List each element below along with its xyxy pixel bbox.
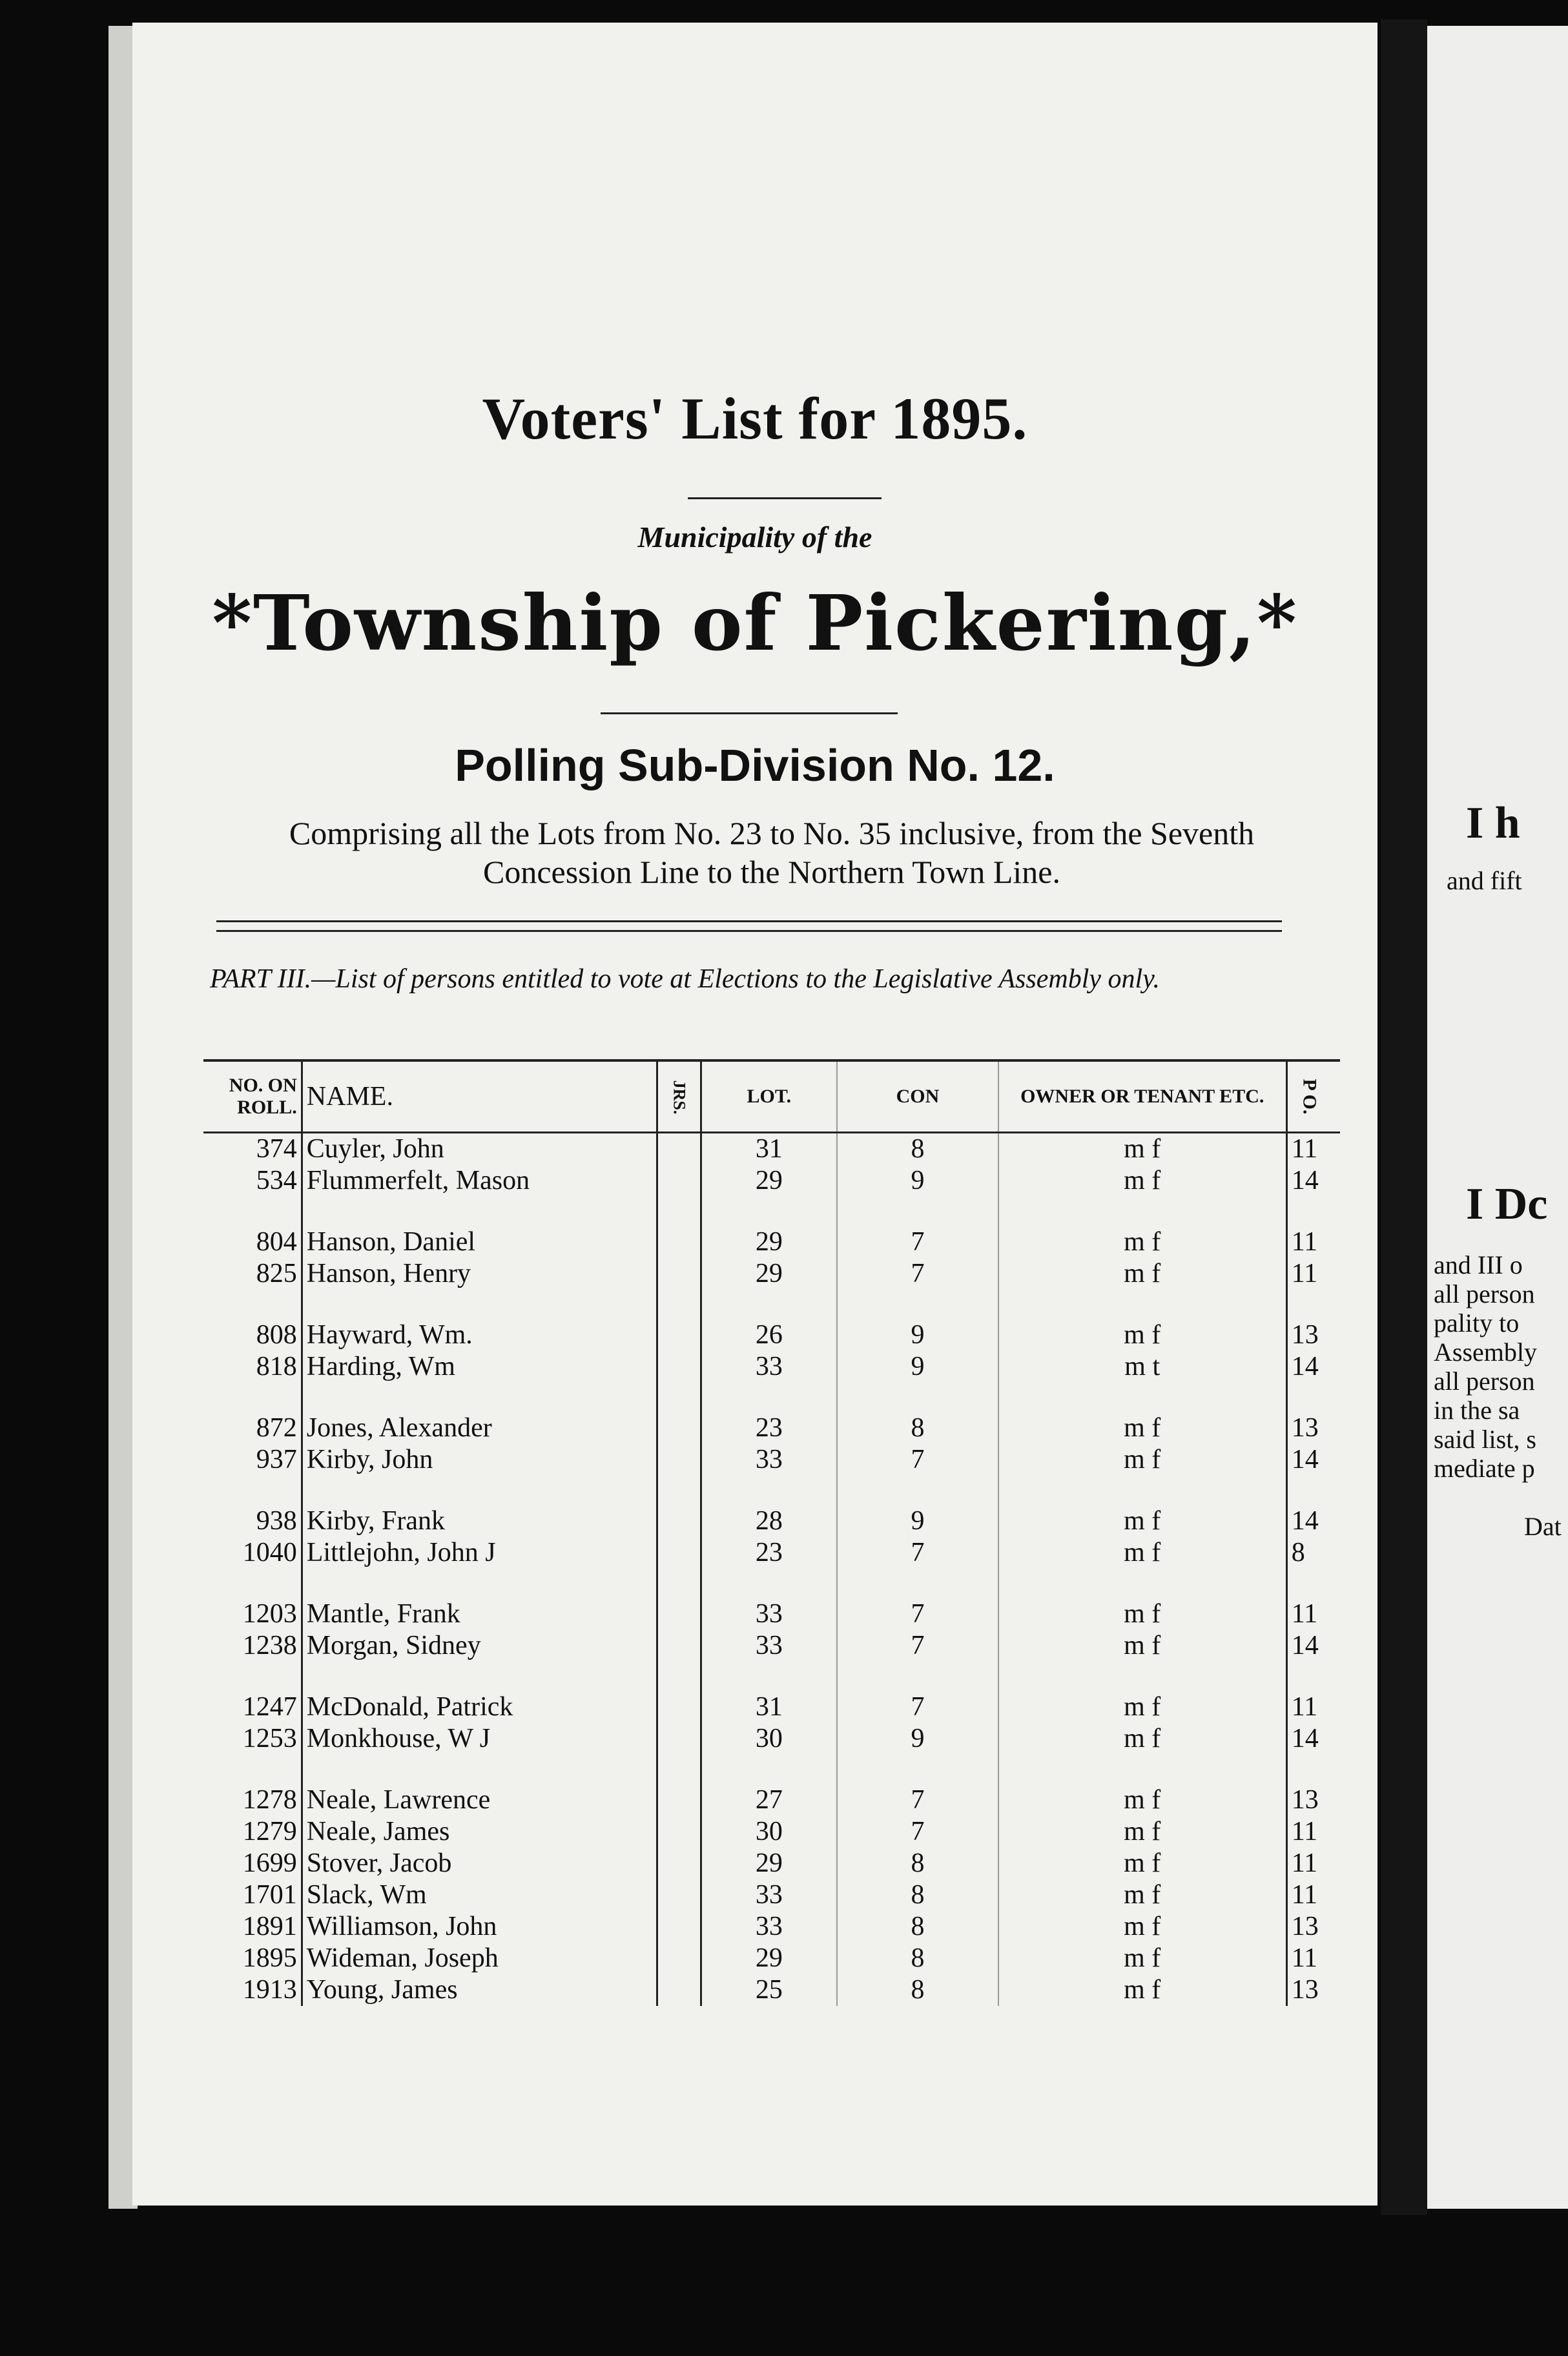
col-header-owner: OWNER OR TENANT ETC. [998,1060,1286,1133]
jrs-cell [657,1723,701,1755]
jrs-cell [657,1784,701,1816]
facing-page-fragment: in the sa [1434,1396,1520,1425]
jrs-cell [657,1848,701,1879]
page-title: Voters' List for 1895. [482,386,1028,451]
roll-number: 1279 [203,1816,302,1848]
municipality-line: Municipality of the [637,521,872,553]
table-row [203,1258,1340,1290]
concession: 9 [837,1319,998,1351]
roll-number: 1278 [203,1784,302,1816]
jrs-cell [657,1258,701,1290]
comprising-text [210,814,1334,891]
lot-number: 27 [701,1784,837,1816]
township-heading: *Township of Pickering,* [212,578,1298,668]
facing-page-fragment: and III o [1434,1250,1523,1279]
polling-subdivision: Polling Sub-Division No. 12. [455,740,1055,790]
roll-number: 872 [203,1412,302,1444]
post-office: 13 [1291,1320,1319,1350]
spacer-cell [203,1197,302,1226]
jrs-cell [657,1505,701,1537]
spacer-cell [203,1383,302,1412]
lot-number: 33 [701,1879,837,1911]
part-description: PART III.—List of persons entitled to vote at Elections to the Legislative Assembly only. [210,964,1161,994]
spacer-cell [203,1662,302,1691]
lot-number: 29 [701,1848,837,1879]
jrs-cell [657,1943,701,1974]
table-row [203,1630,1340,1662]
comprising-line-1: Comprising all the Lots from No. 23 to No. 35 inclusive, from the Seventh [289,815,1255,851]
concession: 8 [837,1943,998,1974]
roll-number: 1203 [203,1598,302,1630]
lot-number: 33 [701,1911,837,1943]
col-header-po [1286,1060,1340,1133]
roll-number: 1247 [203,1691,302,1723]
col-header-name: NAME. [302,1060,657,1133]
owner-status: m f [998,1911,1286,1943]
spacer-cell [998,1476,1286,1505]
lot-number: 33 [701,1351,837,1383]
table-row [203,1974,1340,2006]
table-row [203,1848,1340,1879]
roll-number: 1913 [203,1974,302,2006]
voter-name: Williamson, John [302,1911,657,1943]
col-header-lot: LOT. [701,1060,837,1133]
roll-number: 818 [203,1351,302,1383]
facing-page-fragment: pality to [1434,1308,1520,1338]
jrs-cell [657,1351,701,1383]
voter-name: Mantle, Frank [302,1598,657,1630]
concession: 8 [837,1848,998,1879]
col-header-con: CON [837,1060,998,1133]
concession: 7 [837,1226,998,1258]
owner-status: m f [998,1133,1286,1166]
table-row [203,1816,1340,1848]
spacer-cell [837,1569,998,1598]
owner-status: m t [998,1351,1286,1383]
jrs-cell [657,1537,701,1569]
concession: 7 [837,1630,998,1662]
spacer-cell [302,1383,657,1412]
roll-number: 1891 [203,1911,302,1943]
binding-gutter [1381,19,1427,2215]
voter-name: Kirby, John [302,1444,657,1476]
voter-name: Cuyler, John [302,1133,657,1166]
post-office: 11 [1291,1848,1318,1878]
comprising-line-2: Concession Line to the Northern Town Line. [482,854,1061,890]
post-office: 11 [1291,1134,1318,1164]
spacer-cell [657,1476,701,1505]
lot-number: 23 [701,1537,837,1569]
owner-status: m f [998,1319,1286,1351]
table-row [203,1319,1340,1351]
double-rule-bottom [216,930,1282,932]
owner-status: m f [998,1691,1286,1723]
owner-status: m f [998,1630,1286,1662]
owner-status: m f [998,1784,1286,1816]
spacer-cell [701,1383,837,1412]
concession: 8 [837,1911,998,1943]
lot-number: 30 [701,1816,837,1848]
voter-name: Hayward, Wm. [302,1319,657,1351]
lot-number: 33 [701,1444,837,1476]
concession: 8 [837,1133,998,1166]
jrs-cell [657,1691,701,1723]
post-office: 14 [1291,1631,1319,1660]
row-spacer [203,1662,1340,1691]
facing-page-fragment: Assembly [1434,1338,1537,1367]
roll-number: 534 [203,1165,302,1197]
roll-number: 938 [203,1505,302,1537]
roll-number: 1699 [203,1848,302,1879]
jrs-cell [657,1598,701,1630]
voter-name: Wideman, Joseph [302,1943,657,1974]
facing-page-fragment: mediate p [1434,1454,1535,1483]
lot-number: 23 [701,1412,837,1444]
spacer-cell [1286,1476,1340,1505]
table-row [203,1505,1340,1537]
concession: 7 [837,1258,998,1290]
owner-status: m f [998,1879,1286,1911]
spacer-cell [837,1197,998,1226]
facing-page [1427,26,1568,2209]
owner-status: m f [998,1444,1286,1476]
voters-table [203,1059,1340,2006]
table-header-row [203,1060,1340,1133]
roll-number: 825 [203,1258,302,1290]
spacer-cell [837,1662,998,1691]
voter-name: Neale, Lawrence [302,1784,657,1816]
post-office: 13 [1291,1975,1319,2005]
jrs-cell [657,1816,701,1848]
lot-number: 28 [701,1505,837,1537]
lot-number: 31 [701,1691,837,1723]
concession: 7 [837,1816,998,1848]
roll-number: 1701 [203,1879,302,1911]
concession: 8 [837,1412,998,1444]
spacer-cell [998,1662,1286,1691]
table-row [203,1351,1340,1383]
spacer-cell [1286,1290,1340,1319]
roll-number: 808 [203,1319,302,1351]
voter-name: Stover, Jacob [302,1848,657,1879]
voter-name: Young, James [302,1974,657,2006]
spacer-cell [701,1476,837,1505]
post-office: 14 [1291,1724,1319,1753]
post-office: 11 [1291,1227,1318,1257]
spacer-cell [302,1569,657,1598]
concession: 7 [837,1598,998,1630]
owner-status: m f [998,1412,1286,1444]
table-row [203,1784,1340,1816]
post-office: 11 [1291,1943,1318,1973]
roll-number: 1040 [203,1537,302,1569]
owner-status: m f [998,1974,1286,2006]
post-office: 14 [1291,1506,1319,1536]
voter-name: Neale, James [302,1816,657,1848]
jrs-cell [657,1911,701,1943]
post-office: 13 [1291,1413,1319,1443]
post-office: 11 [1291,1259,1318,1288]
spacer-cell [998,1569,1286,1598]
table-row [203,1537,1340,1569]
col-header-jrs [657,1060,701,1133]
row-spacer [203,1755,1340,1784]
facing-page-fragment: said list, s [1434,1425,1536,1454]
row-spacer [203,1569,1340,1598]
roll-number: 374 [203,1133,302,1166]
spacer-cell [998,1290,1286,1319]
voter-name: Hanson, Daniel [302,1226,657,1258]
concession: 7 [837,1691,998,1723]
table-row [203,1911,1340,1943]
owner-status: m f [998,1723,1286,1755]
spacer-cell [837,1476,998,1505]
post-office: 11 [1291,1880,1318,1910]
owner-status: m f [998,1598,1286,1630]
facing-page-fragment: all person [1434,1367,1535,1396]
jrs-cell [657,1879,701,1911]
spacer-cell [657,1197,701,1226]
document-page [132,23,1377,2206]
voter-name: Monkhouse, W J [302,1723,657,1755]
spacer-cell [998,1383,1286,1412]
spacer-cell [657,1662,701,1691]
voter-name: Slack, Wm [302,1879,657,1911]
table-row [203,1598,1340,1630]
jrs-cell [657,1412,701,1444]
spacer-cell [657,1569,701,1598]
spacer-cell [657,1383,701,1412]
spacer-cell [701,1755,837,1784]
spacer-cell [302,1197,657,1226]
spacer-cell [203,1476,302,1505]
owner-status: m f [998,1258,1286,1290]
table-row [203,1943,1340,1974]
spacer-cell [998,1197,1286,1226]
table-row [203,1165,1340,1197]
jrs-cell [657,1319,701,1351]
lot-number: 26 [701,1319,837,1351]
roll-number: 1238 [203,1630,302,1662]
spacer-cell [837,1383,998,1412]
post-office: 8 [1291,1538,1305,1567]
spacer-cell [837,1755,998,1784]
concession: 7 [837,1444,998,1476]
jrs-cell [657,1630,701,1662]
table-row [203,1226,1340,1258]
jrs-cell [657,1226,701,1258]
concession: 9 [837,1165,998,1197]
roll-number: 804 [203,1226,302,1258]
roll-number: 1253 [203,1723,302,1755]
post-office: 14 [1291,1166,1319,1195]
spacer-cell [1286,1383,1340,1412]
post-office: 14 [1291,1445,1319,1474]
owner-status: m f [998,1165,1286,1197]
spacer-cell [657,1755,701,1784]
jrs-cell [657,1444,701,1476]
concession: 8 [837,1974,998,2006]
spacer-cell [1286,1569,1340,1598]
col-header-jrs-label: JRS. [670,1080,689,1115]
voter-name: Morgan, Sidney [302,1630,657,1662]
lot-number: 33 [701,1630,837,1662]
col-header-no: NO. ON ROLL. [203,1060,302,1133]
facing-page-fragment: Dat [1524,1512,1562,1541]
owner-status: m f [998,1943,1286,1974]
table-row [203,1691,1340,1723]
spacer-cell [203,1755,302,1784]
table-row [203,1444,1340,1476]
voter-name: Flummerfelt, Mason [302,1165,657,1197]
spacer-cell [701,1290,837,1319]
row-spacer [203,1383,1340,1412]
divider [601,712,898,714]
divider [688,497,882,499]
lot-number: 33 [701,1598,837,1630]
post-office: 13 [1291,1785,1319,1815]
spacer-cell [302,1290,657,1319]
facing-page-fragment: and fift [1447,866,1522,895]
post-office: 11 [1291,1817,1318,1846]
voter-name: Hanson, Henry [302,1258,657,1290]
voter-name: Jones, Alexander [302,1412,657,1444]
spacer-cell [1286,1662,1340,1691]
table-row [203,1412,1340,1444]
spacer-cell [302,1476,657,1505]
spacer-cell [1286,1755,1340,1784]
table-row [203,1133,1340,1166]
owner-status: m f [998,1848,1286,1879]
spacer-cell [203,1290,302,1319]
lot-number: 25 [701,1974,837,2006]
voter-name: Kirby, Frank [302,1505,657,1537]
jrs-cell [657,1974,701,2006]
concession: 9 [837,1351,998,1383]
lot-number: 29 [701,1165,837,1197]
spacer-cell [302,1662,657,1691]
row-spacer [203,1197,1340,1226]
voter-name: Harding, Wm [302,1351,657,1383]
table-body [203,1133,1340,2007]
roll-number: 1895 [203,1943,302,1974]
spacer-cell [701,1569,837,1598]
concession: 7 [837,1537,998,1569]
row-spacer [203,1476,1340,1505]
facing-page-fragment: I h [1466,798,1520,848]
spacer-cell [701,1197,837,1226]
concession: 7 [837,1784,998,1816]
lot-number: 29 [701,1258,837,1290]
spacer-cell [1286,1197,1340,1226]
jrs-cell [657,1165,701,1197]
lot-number: 29 [701,1226,837,1258]
spacer-cell [203,1569,302,1598]
post-office: 14 [1291,1352,1319,1381]
facing-page-fragment: all person [1434,1279,1535,1308]
spacer-cell [657,1290,701,1319]
owner-status: m f [998,1226,1286,1258]
owner-status: m f [998,1537,1286,1569]
row-spacer [203,1290,1340,1319]
jrs-cell [657,1133,701,1166]
lot-number: 30 [701,1723,837,1755]
voter-name: McDonald, Patrick [302,1691,657,1723]
double-rule-top [216,920,1282,922]
facing-page-fragment: I Dc [1466,1179,1548,1229]
concession: 8 [837,1879,998,1911]
voter-name: Littlejohn, John J [302,1537,657,1569]
concession: 9 [837,1723,998,1755]
spacer-cell [302,1755,657,1784]
spacer-cell [998,1755,1286,1784]
lot-number: 31 [701,1133,837,1166]
spacer-cell [837,1290,998,1319]
lot-number: 29 [701,1943,837,1974]
post-office: 13 [1291,1912,1319,1941]
post-office: 11 [1291,1599,1318,1629]
post-office: 11 [1291,1692,1318,1722]
table-row [203,1879,1340,1911]
col-header-po-label: P O. [1299,1079,1321,1115]
owner-status: m f [998,1505,1286,1537]
concession: 9 [837,1505,998,1537]
roll-number: 937 [203,1444,302,1476]
spacer-cell [701,1662,837,1691]
owner-status: m f [998,1816,1286,1848]
table-row [203,1723,1340,1755]
